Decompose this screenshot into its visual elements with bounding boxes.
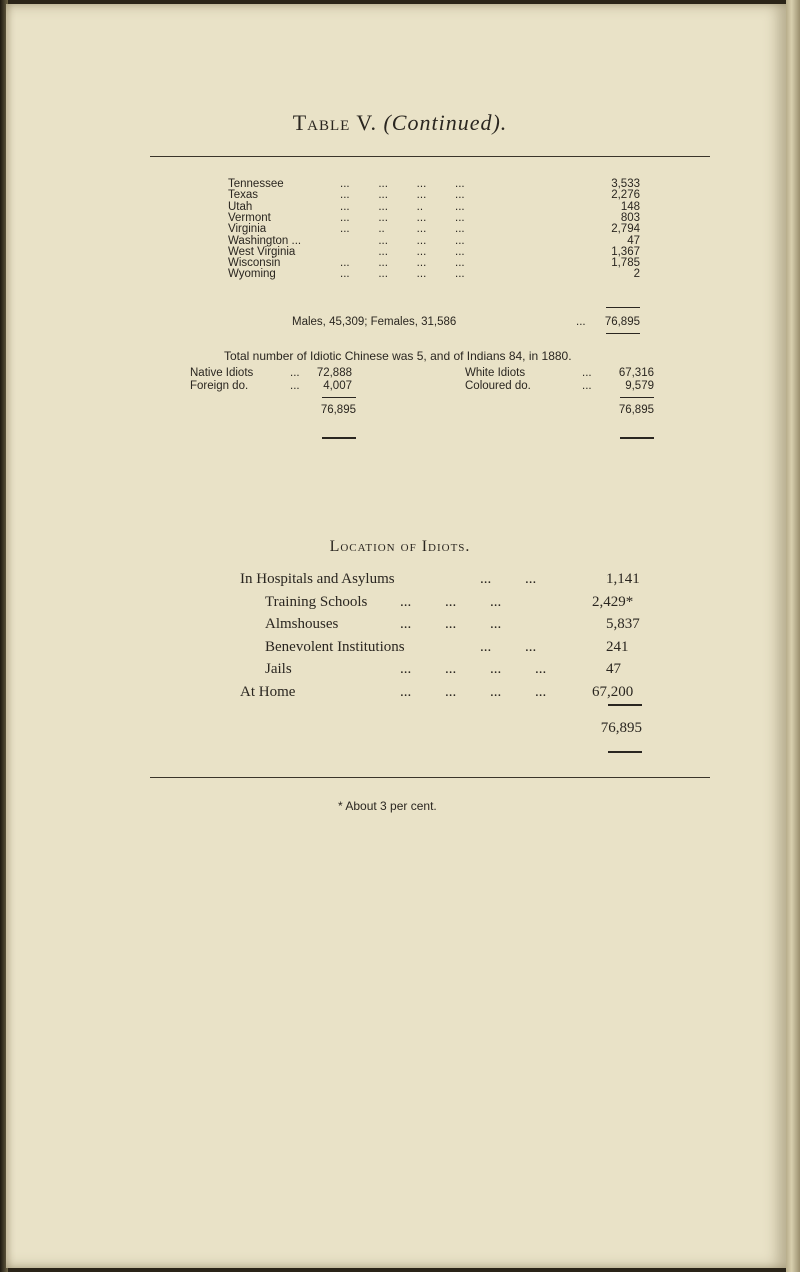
state-row <box>0 246 800 258</box>
nativity-left-total: 76,895 <box>320 404 356 416</box>
title-continued: (Continued). <box>383 110 508 135</box>
states-sum-rule <box>606 307 640 308</box>
state-dots: ... ... ... <box>340 234 465 247</box>
location-label: Almshouses <box>265 616 339 632</box>
location-total: 76,895 <box>600 720 642 736</box>
location-dots: ... ... ... ... <box>400 683 547 700</box>
location-sum-rule <box>608 704 642 706</box>
location-label: At Home <box>240 683 296 700</box>
state-dots: ... ... ... ... <box>340 257 465 270</box>
state-dots: ... ... ... <box>340 245 465 258</box>
page-title <box>0 110 800 136</box>
native-value: 72,888 <box>316 367 352 379</box>
bottom-rule <box>150 777 710 778</box>
state-value: 47 <box>627 234 640 247</box>
state-name: Wisconsin <box>228 257 281 270</box>
state-value: 1,785 <box>611 257 640 270</box>
location-dots: ... ... <box>480 571 537 587</box>
nativity-totals-row <box>0 404 800 416</box>
state-name: Tennessee <box>228 178 284 190</box>
location-value: 67,200 <box>592 683 634 700</box>
state-dots: ... ... ... ... <box>340 211 465 224</box>
sex-dots: ... <box>576 316 586 328</box>
foreign-label: Foreign do. <box>190 380 249 392</box>
sex-total-underline <box>606 333 640 334</box>
foreign-row <box>0 380 800 392</box>
nativity-right-underline <box>620 437 654 439</box>
location-label: In Hospitals and Asylums <box>240 571 395 587</box>
chinese-indians-note: Total number of Idiotic Chinese was 5, and of Indians 84, in 1880. <box>224 349 572 363</box>
coloured-label: Coloured do. <box>465 380 531 392</box>
native-dots: ... <box>290 367 300 379</box>
location-label: Benevolent Institutions <box>265 638 405 655</box>
nativity-right-total: 76,895 <box>618 404 654 416</box>
coloured-dots: ... <box>582 380 592 392</box>
location-value: 241 <box>606 638 629 655</box>
state-name: Texas <box>228 189 259 202</box>
native-row <box>0 367 800 379</box>
state-name: Utah <box>228 200 253 213</box>
nativity-left-underline <box>322 437 356 439</box>
white-value: 67,316 <box>618 367 654 379</box>
state-dots: ... ... ... ... <box>340 189 465 202</box>
location-label: Training Schools <box>265 593 368 610</box>
coloured-value: 9,579 <box>625 380 654 392</box>
state-name: Wyoming <box>228 268 276 281</box>
sex-breakdown: Males, 45,309; Females, 31,586 <box>292 316 457 328</box>
location-value: 5,837 <box>606 616 640 632</box>
location-dots: ... ... <box>480 638 537 655</box>
state-row <box>0 223 800 235</box>
footnote: * About 3 per cent. <box>338 799 437 813</box>
location-label: Jails <box>265 661 292 677</box>
state-value: 2,276 <box>611 189 640 202</box>
location-value: 47 <box>606 661 621 677</box>
location-heading: Location of Idiots. <box>329 538 471 555</box>
foreign-dots: ... <box>290 380 300 392</box>
nativity-right-rule <box>620 397 654 398</box>
state-dots: ... ... .. ... <box>340 200 465 213</box>
foreign-value: 4,007 <box>323 380 352 392</box>
location-value: 2,429* <box>592 593 634 610</box>
state-value: 148 <box>620 200 640 213</box>
state-name: Virginia <box>228 223 267 236</box>
sex-total-row <box>0 316 800 328</box>
state-value: 803 <box>620 211 640 224</box>
state-row <box>0 201 800 213</box>
state-row <box>0 235 800 247</box>
state-value: 2 <box>633 268 640 281</box>
white-label: White Idiots <box>465 367 526 379</box>
state-dots: ... ... ... ... <box>340 268 465 281</box>
state-name: West Virginia <box>228 245 296 258</box>
location-dots: ... ... ... ... <box>400 661 547 677</box>
state-dots: ... ... ... ... <box>340 178 465 190</box>
state-value: 1,367 <box>611 245 640 258</box>
sex-total-value: 76,895 <box>604 316 640 328</box>
nativity-left-rule <box>322 397 356 398</box>
state-name: Washington ... <box>228 234 302 247</box>
state-row <box>0 257 800 269</box>
state-row <box>0 178 800 190</box>
location-value: 1,141 <box>606 571 640 587</box>
location-dots: ... ... ... <box>400 593 502 610</box>
title-main: Table V. <box>292 110 377 135</box>
state-row <box>0 189 800 201</box>
state-name: Vermont <box>228 211 271 224</box>
state-value: 3,533 <box>611 178 640 190</box>
white-dots: ... <box>582 367 592 379</box>
location-dots: ... ... ... <box>400 616 502 632</box>
top-rule <box>150 156 710 157</box>
location-total-underline <box>608 751 642 753</box>
state-value: 2,794 <box>611 223 640 236</box>
state-row <box>0 268 800 280</box>
state-dots: ... .. ... ... <box>340 223 465 236</box>
native-label: Native Idiots <box>190 367 254 379</box>
state-row <box>0 212 800 224</box>
